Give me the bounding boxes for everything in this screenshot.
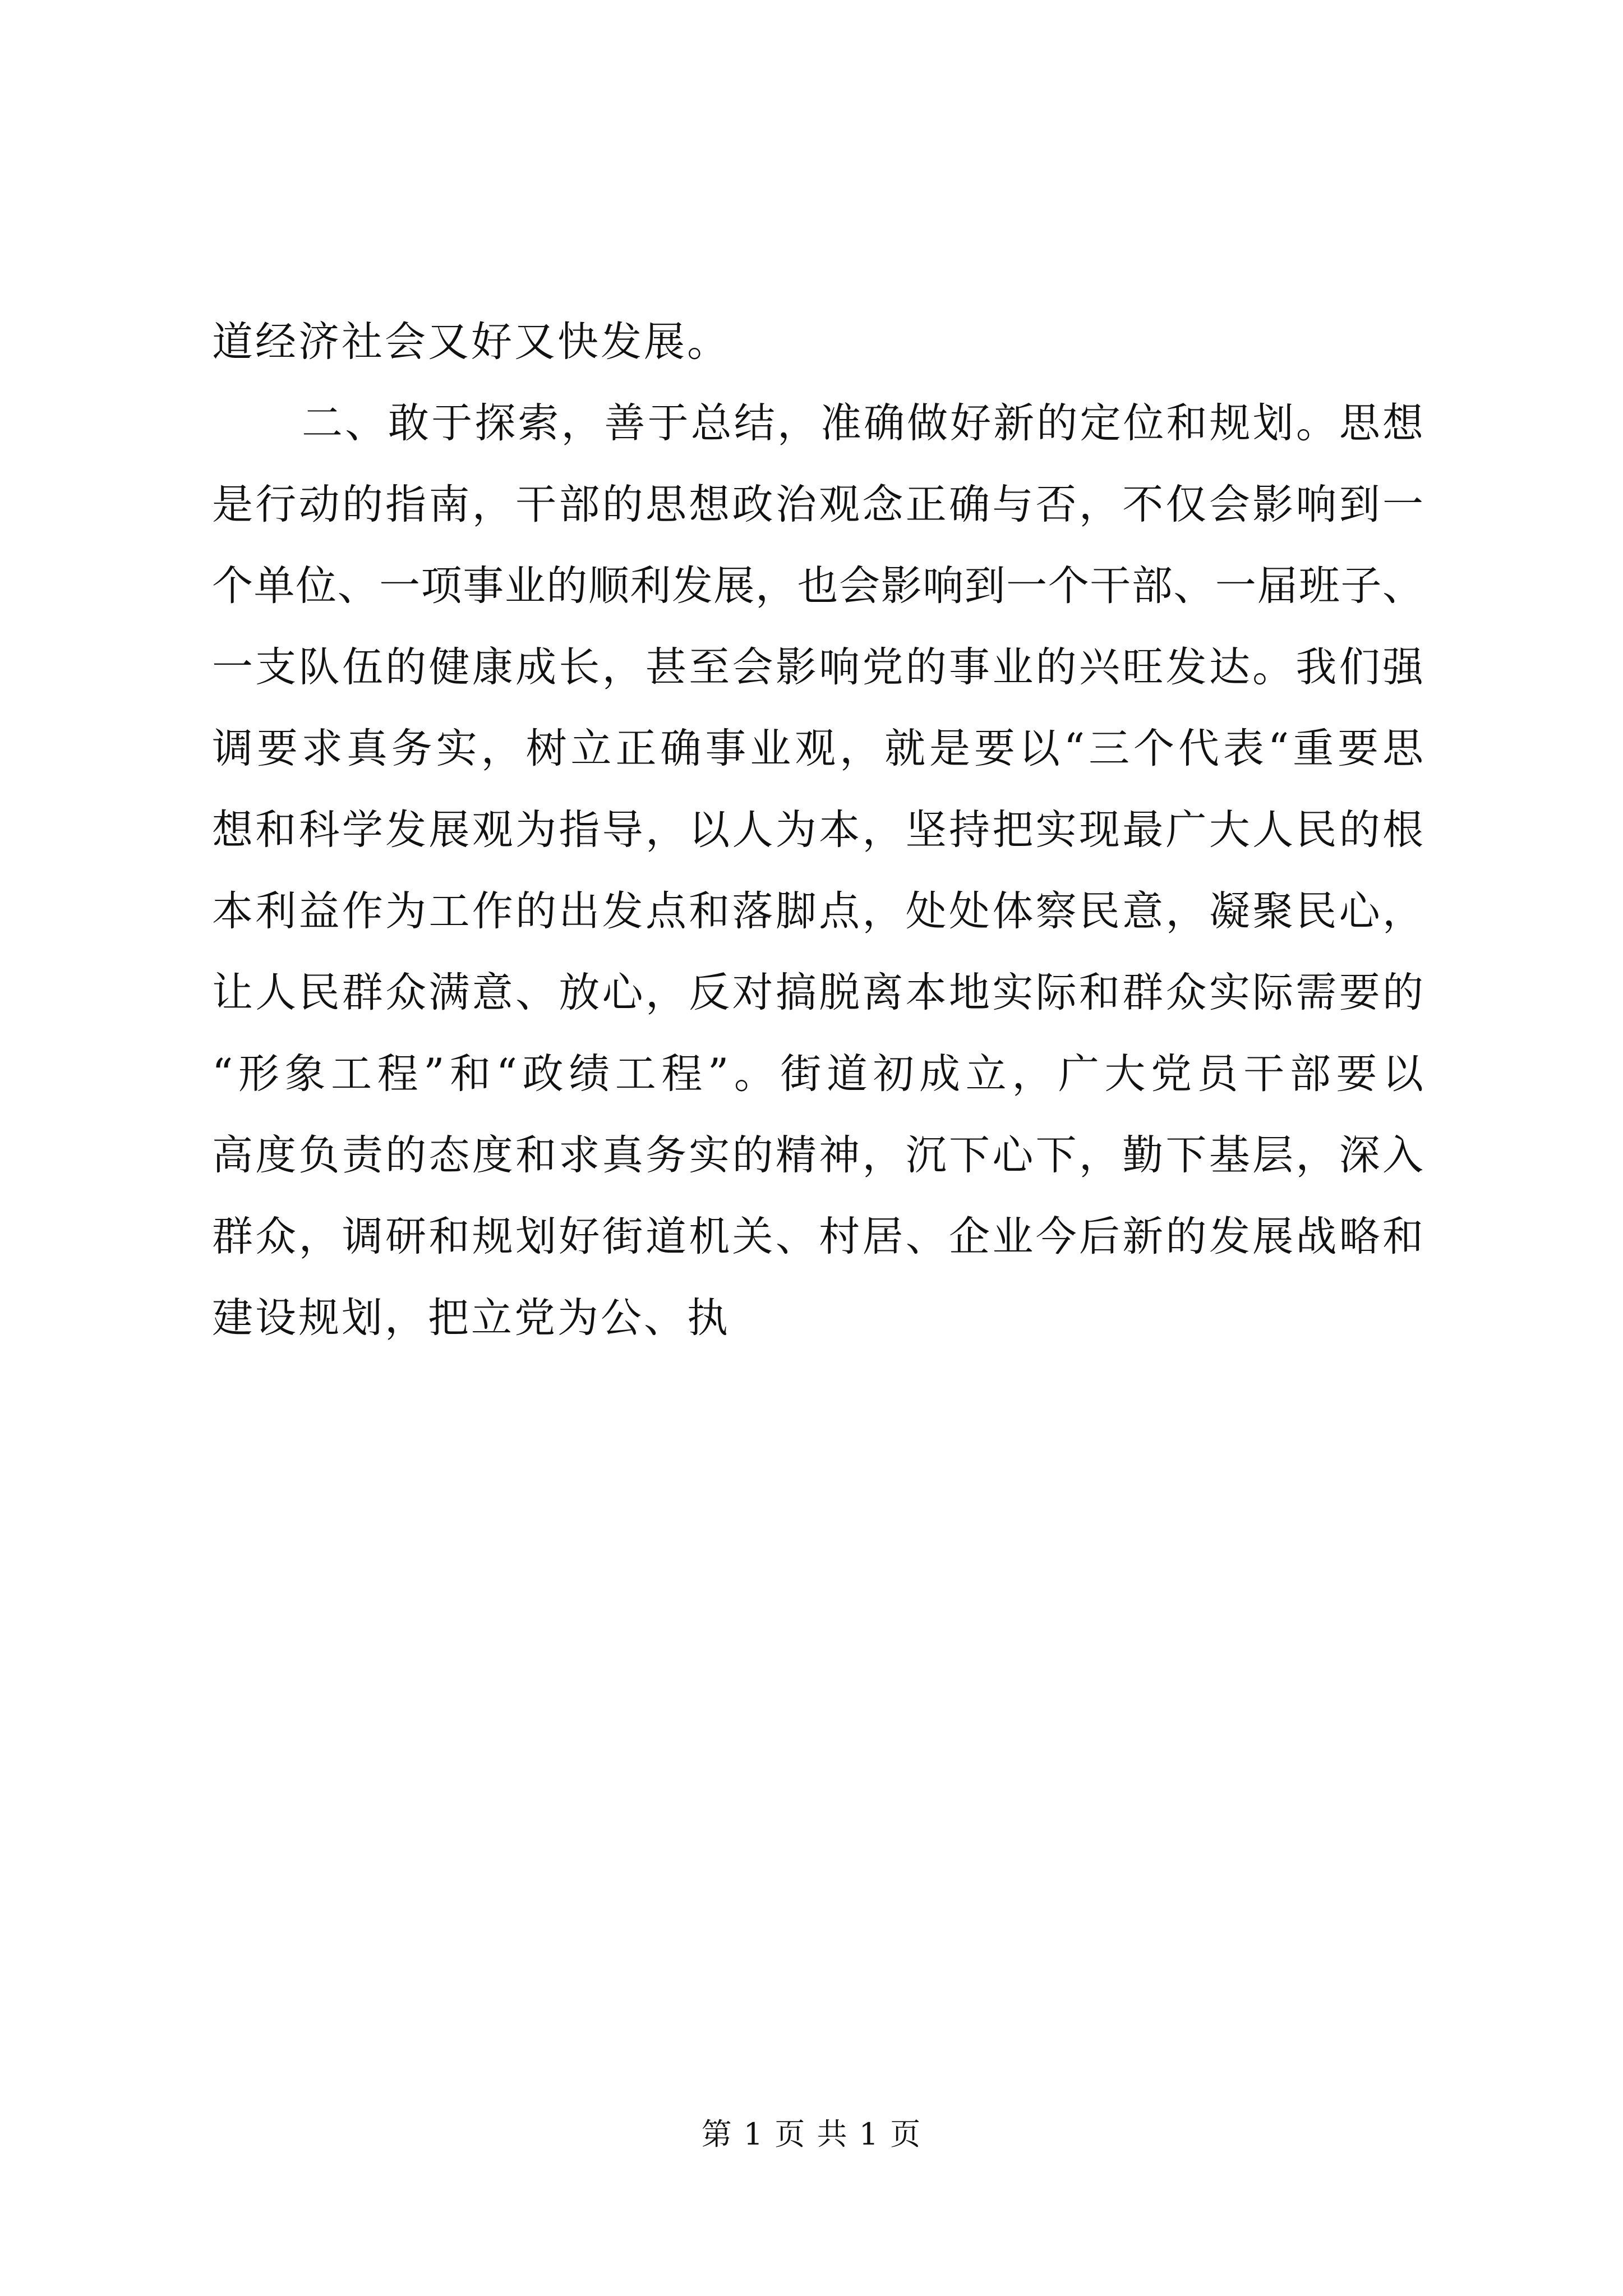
paragraph-heading-line: 二、敢于探索，善于总结，准确做好新的定位和规划。思想 — [302, 399, 1423, 447]
text-line: 一支队伍的健康成长，甚至会影响党的事业的兴旺发达。我们强 — [212, 643, 1423, 691]
text-line: “形象工程”和“政绩工程”。街道初成立，广大党员干部要以 — [212, 1050, 1423, 1098]
text-line: 让人民群众满意、放心，反对搞脱离本地实际和群众实际需要的 — [212, 969, 1423, 1016]
text-line: 建设规划，把立党为公、执 — [212, 1294, 730, 1342]
text-line: 高度负责的态度和求真务实的精神，沉下心下，勤下基层，深入 — [212, 1131, 1423, 1179]
text-line: 群众，调研和规划好街道机关、村居、企业今后新的发展战略和 — [212, 1213, 1423, 1260]
text-line: 是行动的指南，干部的思想政治观念正确与否，不仅会影响到一 — [212, 481, 1423, 528]
text-line: 想和科学发展观为指导，以人为本，坚持把实现最广大人民的根 — [212, 806, 1423, 854]
text-line: 个单位、一项事业的顺利发展，也会影响到一个干部、一届班子、 — [212, 562, 1423, 610]
text-line: 调要求真务实，树立正确事业观，就是要以“三个代表“重要思 — [212, 725, 1423, 772]
text-line: 本利益作为工作的出发点和落脚点，处处体察民意，凝聚民心， — [212, 887, 1423, 935]
text-line: 道经济社会又好又快发展。 — [212, 318, 730, 366]
page-number: 第 1 页 共 1 页 — [701, 2116, 922, 2152]
